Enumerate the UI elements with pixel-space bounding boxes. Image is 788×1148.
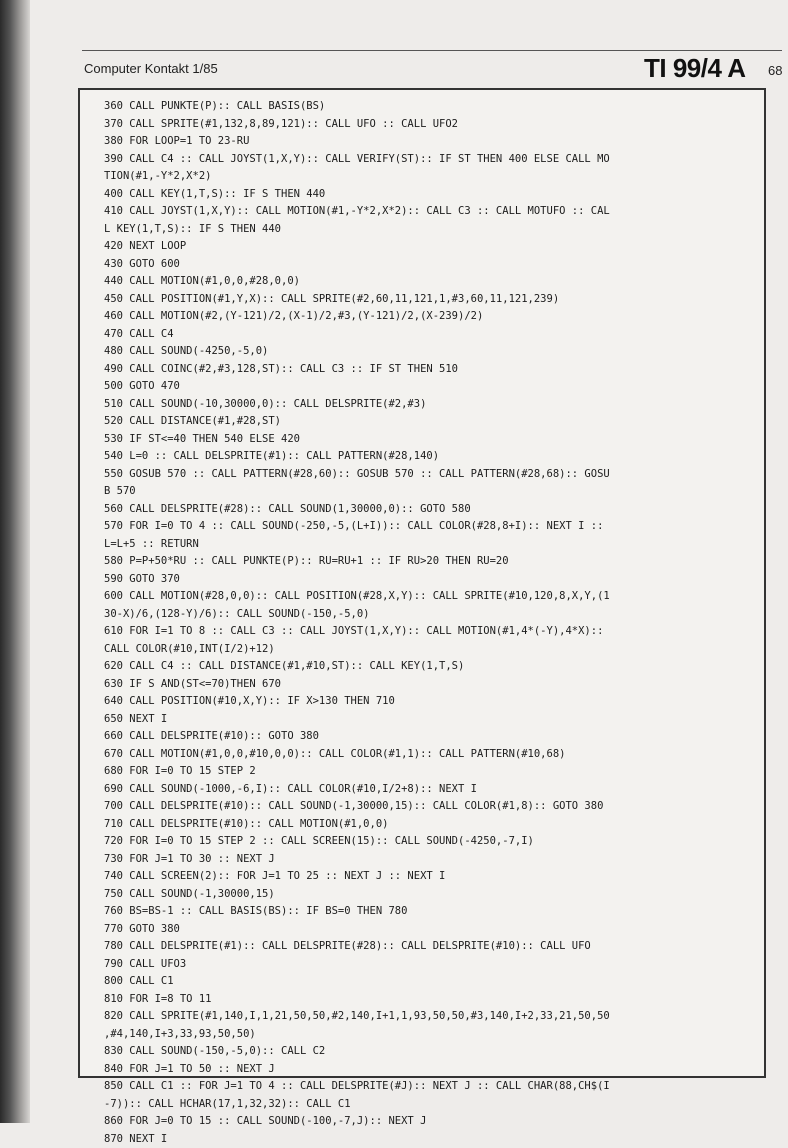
code-line: ,#4,140,I+3,33,93,50,50) bbox=[104, 1026, 764, 1044]
code-line: 800 CALL C1 bbox=[104, 973, 764, 991]
code-line: 790 CALL UFO3 bbox=[104, 956, 764, 974]
code-line: 680 FOR I=0 TO 15 STEP 2 bbox=[104, 763, 764, 781]
code-line: 870 NEXT I bbox=[104, 1131, 764, 1148]
code-line: CALL COLOR(#10,INT(I/2)+12) bbox=[104, 641, 764, 659]
code-line: L=L+5 :: RETURN bbox=[104, 536, 764, 554]
code-line: 430 GOTO 600 bbox=[104, 256, 764, 274]
code-line: 450 CALL POSITION(#1,Y,X):: CALL SPRITE(#2,60,11,121,1,#3,60,11,121,239) bbox=[104, 291, 764, 309]
program-listing-box bbox=[78, 88, 766, 1078]
code-line: 620 CALL C4 :: CALL DISTANCE(#1,#10,ST):: CALL KEY(1,T,S) bbox=[104, 658, 764, 676]
code-line: 720 FOR I=0 TO 15 STEP 2 :: CALL SCREEN(15):: CALL SOUND(-4250,-7,I) bbox=[104, 833, 764, 851]
code-line: 370 CALL SPRITE(#1,132,8,89,121):: CALL UFO :: CALL UFO2 bbox=[104, 116, 764, 134]
code-line: 640 CALL POSITION(#10,X,Y):: IF X>130 THEN 710 bbox=[104, 693, 764, 711]
code-line: 580 P=P+50*RU :: CALL PUNKTE(P):: RU=RU+1 :: IF RU>20 THEN RU=20 bbox=[104, 553, 764, 571]
code-line: 660 CALL DELSPRITE(#10):: GOTO 380 bbox=[104, 728, 764, 746]
page-header bbox=[84, 57, 784, 85]
code-line: 480 CALL SOUND(-4250,-5,0) bbox=[104, 343, 764, 361]
code-line: 730 FOR J=1 TO 30 :: NEXT J bbox=[104, 851, 764, 869]
code-line: 530 IF ST<=40 THEN 540 ELSE 420 bbox=[104, 431, 764, 449]
code-line: 760 BS=BS-1 :: CALL BASIS(BS):: IF BS=0 THEN 780 bbox=[104, 903, 764, 921]
code-line: 750 CALL SOUND(-1,30000,15) bbox=[104, 886, 764, 904]
code-line: L KEY(1,T,S):: IF S THEN 440 bbox=[104, 221, 764, 239]
program-listing bbox=[104, 98, 764, 1148]
code-line: 490 CALL COINC(#2,#3,128,ST):: CALL C3 :: IF ST THEN 510 bbox=[104, 361, 764, 379]
code-line: 380 FOR LOOP=1 TO 23-RU bbox=[104, 133, 764, 151]
code-line: 670 CALL MOTION(#1,0,0,#10,0,0):: CALL COLOR(#1,1):: CALL PATTERN(#10,68) bbox=[104, 746, 764, 764]
header-rule bbox=[82, 50, 782, 51]
code-line: 510 CALL SOUND(-10,30000,0):: CALL DELSPRITE(#2,#3) bbox=[104, 396, 764, 414]
code-line: 600 CALL MOTION(#28,0,0):: CALL POSITION(#28,X,Y):: CALL SPRITE(#10,120,8,X,Y,(1 bbox=[104, 588, 764, 606]
code-line: 390 CALL C4 :: CALL JOYST(1,X,Y):: CALL VERIFY(ST):: IF ST THEN 400 ELSE CALL MO bbox=[104, 151, 764, 169]
code-line: 460 CALL MOTION(#2,(Y-121)/2,(X-1)/2,#3,(Y-121)/2,(X-239)/2) bbox=[104, 308, 764, 326]
magazine-title: Computer Kontakt 1/85 bbox=[84, 61, 218, 76]
code-line: 850 CALL C1 :: FOR J=1 TO 4 :: CALL DELSPRITE(#J):: NEXT J :: CALL CHAR(88,CH$(I bbox=[104, 1078, 764, 1096]
code-line: 550 GOSUB 570 :: CALL PATTERN(#28,60):: GOSUB 570 :: CALL PATTERN(#28,68):: GOSU bbox=[104, 466, 764, 484]
code-line: 770 GOTO 380 bbox=[104, 921, 764, 939]
page-number: 68 bbox=[768, 63, 782, 78]
code-line: 840 FOR J=1 TO 50 :: NEXT J bbox=[104, 1061, 764, 1079]
code-line: 740 CALL SCREEN(2):: FOR J=1 TO 25 :: NEXT J :: NEXT I bbox=[104, 868, 764, 886]
system-title: TI 99/4 A bbox=[644, 53, 745, 84]
code-line: 570 FOR I=0 TO 4 :: CALL SOUND(-250,-5,(L+I)):: CALL COLOR(#28,8+I):: NEXT I :: bbox=[104, 518, 764, 536]
code-line: 860 FOR J=0 TO 15 :: CALL SOUND(-100,-7,J):: NEXT J bbox=[104, 1113, 764, 1131]
code-line: 420 NEXT LOOP bbox=[104, 238, 764, 256]
code-line: 700 CALL DELSPRITE(#10):: CALL SOUND(-1,30000,15):: CALL COLOR(#1,8):: GOTO 380 bbox=[104, 798, 764, 816]
code-line: 500 GOTO 470 bbox=[104, 378, 764, 396]
code-line: -7)):: CALL HCHAR(17,1,32,32):: CALL C1 bbox=[104, 1096, 764, 1114]
code-line: 610 FOR I=1 TO 8 :: CALL C3 :: CALL JOYST(1,X,Y):: CALL MOTION(#1,4*(-Y),4*X):: bbox=[104, 623, 764, 641]
code-line: 400 CALL KEY(1,T,S):: IF S THEN 440 bbox=[104, 186, 764, 204]
code-line: 820 CALL SPRITE(#1,140,I,1,21,50,50,#2,140,I+1,1,93,50,50,#3,140,I+2,33,21,50,50 bbox=[104, 1008, 764, 1026]
code-line: 540 L=0 :: CALL DELSPRITE(#1):: CALL PATTERN(#28,140) bbox=[104, 448, 764, 466]
code-line: 630 IF S AND(ST<=70)THEN 670 bbox=[104, 676, 764, 694]
code-line: 470 CALL C4 bbox=[104, 326, 764, 344]
code-line: 810 FOR I=8 TO 11 bbox=[104, 991, 764, 1009]
code-line: 710 CALL DELSPRITE(#10):: CALL MOTION(#1,0,0) bbox=[104, 816, 764, 834]
code-line: 690 CALL SOUND(-1000,-6,I):: CALL COLOR(#10,I/2+8):: NEXT I bbox=[104, 781, 764, 799]
code-line: 830 CALL SOUND(-150,-5,0):: CALL C2 bbox=[104, 1043, 764, 1061]
code-line: B 570 bbox=[104, 483, 764, 501]
code-line: 520 CALL DISTANCE(#1,#28,ST) bbox=[104, 413, 764, 431]
code-line: 410 CALL JOYST(1,X,Y):: CALL MOTION(#1,-Y*2,X*2):: CALL C3 :: CALL MOTUFO :: CAL bbox=[104, 203, 764, 221]
code-line: 30-X)/6,(128-Y)/6):: CALL SOUND(-150,-5,0) bbox=[104, 606, 764, 624]
code-line: 590 GOTO 370 bbox=[104, 571, 764, 589]
code-line: 560 CALL DELSPRITE(#28):: CALL SOUND(1,30000,0):: GOTO 580 bbox=[104, 501, 764, 519]
code-line: 360 CALL PUNKTE(P):: CALL BASIS(BS) bbox=[104, 98, 764, 116]
code-line: TION(#1,-Y*2,X*2) bbox=[104, 168, 764, 186]
code-line: 650 NEXT I bbox=[104, 711, 764, 729]
code-line: 440 CALL MOTION(#1,0,0,#28,0,0) bbox=[104, 273, 764, 291]
book-binding-edge bbox=[0, 0, 30, 1123]
code-line: 780 CALL DELSPRITE(#1):: CALL DELSPRITE(#28):: CALL DELSPRITE(#10):: CALL UFO bbox=[104, 938, 764, 956]
